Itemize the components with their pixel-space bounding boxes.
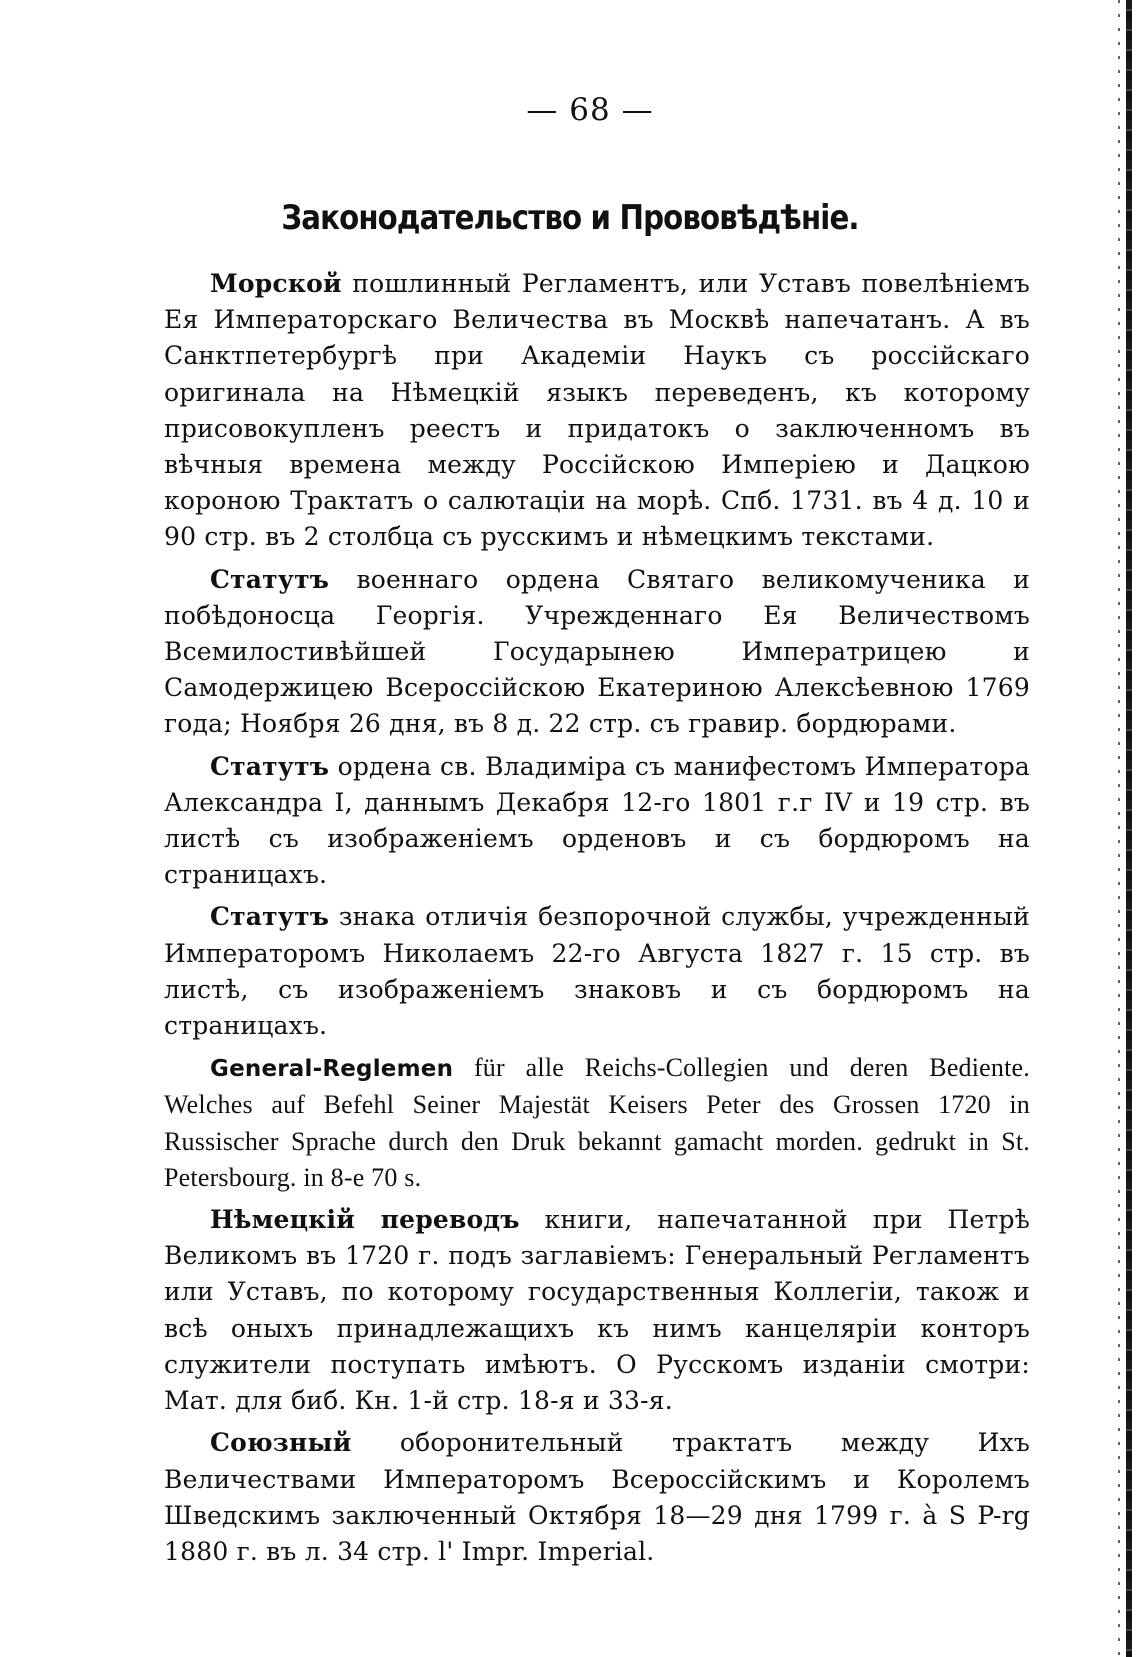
entry-text: ордена св. Владимiра съ манифестомъ Императора Александра I, даннымъ Декабря 12-го 1801 г.г IV и 19 стр. въ листѣ съ изображенiемъ орденовъ и съ бордюромъ на страницахъ. [164, 751, 1030, 890]
entry-paragraph-6 [164, 1202, 1030, 1419]
entry-lead: Морской [210, 269, 342, 298]
page-binding-shadow [1118, 0, 1120, 1657]
entry-text: für alle Reichs-Collegien und deren Bediente. Welches auf Befehl Seiner Majestät Keisers Peter des Grossen 1720 in Russischer Sprache durch den Druk bekannt gamacht morden. gedrukt in St. Petersbourg. in 8-e 70 s. [164, 1053, 1030, 1192]
entry-text: военнаго ордена Святаго великомученика и побѣдоносца Георгiя. Учрежденнаго Ея Величествомъ Всемилостивѣйшей Государынею Императрицею и Самодержицею Всероссiйскою Екатериною Алексѣевною 1769 года; Ноября 26 дня, въ 8 д. 22 стр. съ гравир. бордюрами. [164, 564, 1030, 739]
entry-paragraph-2 [164, 562, 1030, 743]
entry-lead: General-Reglemen [210, 1056, 454, 1083]
document-body [164, 266, 1030, 1576]
entry-lead: Статутъ [210, 902, 330, 932]
entry-paragraph-1 [164, 266, 1030, 556]
entry-text: знака отличiя безпорочной службы, учрежденный Императоромъ Николаемъ 22-го Августа 1827 г. 15 стр. въ листѣ, съ изображенiемъ знаковъ и съ бордюромъ на страницахъ. [164, 902, 1030, 1041]
page-binding-edge [1126, 0, 1132, 1657]
entry-lead: Статутъ [210, 564, 330, 594]
entry-lead: Союзный [210, 1428, 352, 1458]
page-number: — 68 — [526, 92, 654, 128]
entry-paragraph-5 [164, 1050, 1030, 1196]
entry-text: оборонительный трактатъ между Ихъ Величествами Императоромъ Всероссiйскимъ и Королемъ Шведскимъ заключенный Октября 18—29 дня 1799 г. à S P-rg 1880 г. въ л. 34 стр. l' Impr. Imperial. [164, 1428, 1030, 1566]
entry-text: пошлинный Регламентъ, или Уставъ повелѣнiемъ Ея Императорскаго Величества въ Москвѣ напечатанъ. А въ Санктпетербургѣ при Академiи Наукъ съ россiйскаго оригинала на Нѣмецкiй языкъ переведенъ, къ которому присовокупленъ реестъ и придатокъ о заключенномъ въ вѣчныя времена между Россiйскою Имперiею и Дацкою короною Трактатъ о салютацiи на морѣ. Спб. 1731. въ 4 д. 10 и 90 стр. въ 2 столбца съ русскимъ и нѣмецкимъ текстами. [164, 269, 1030, 552]
entry-lead: Статутъ [210, 751, 330, 781]
entry-paragraph-7 [164, 1425, 1030, 1570]
section-title: Законодательство и Прововѣдѣнiе. [281, 198, 859, 238]
entry-paragraph-4 [164, 899, 1030, 1044]
entry-lead: Нѣмецкiй переводъ [210, 1205, 520, 1235]
entry-text: книги, напечатанной при Петрѣ Великомъ въ 1720 г. подъ заглавiемъ: Генеральный Регламентъ или Уставъ, по которому государственныя Коллегiи, також и всѣ оныхъ принадлежащихъ къ нимъ канцелярiи конторъ служители поступать имѣютъ. О Русскомъ изданiи смотри: Мат. для биб. Кн. 1-й стр. 18-я и 33-я. [164, 1205, 1030, 1416]
entry-paragraph-3 [164, 749, 1030, 894]
